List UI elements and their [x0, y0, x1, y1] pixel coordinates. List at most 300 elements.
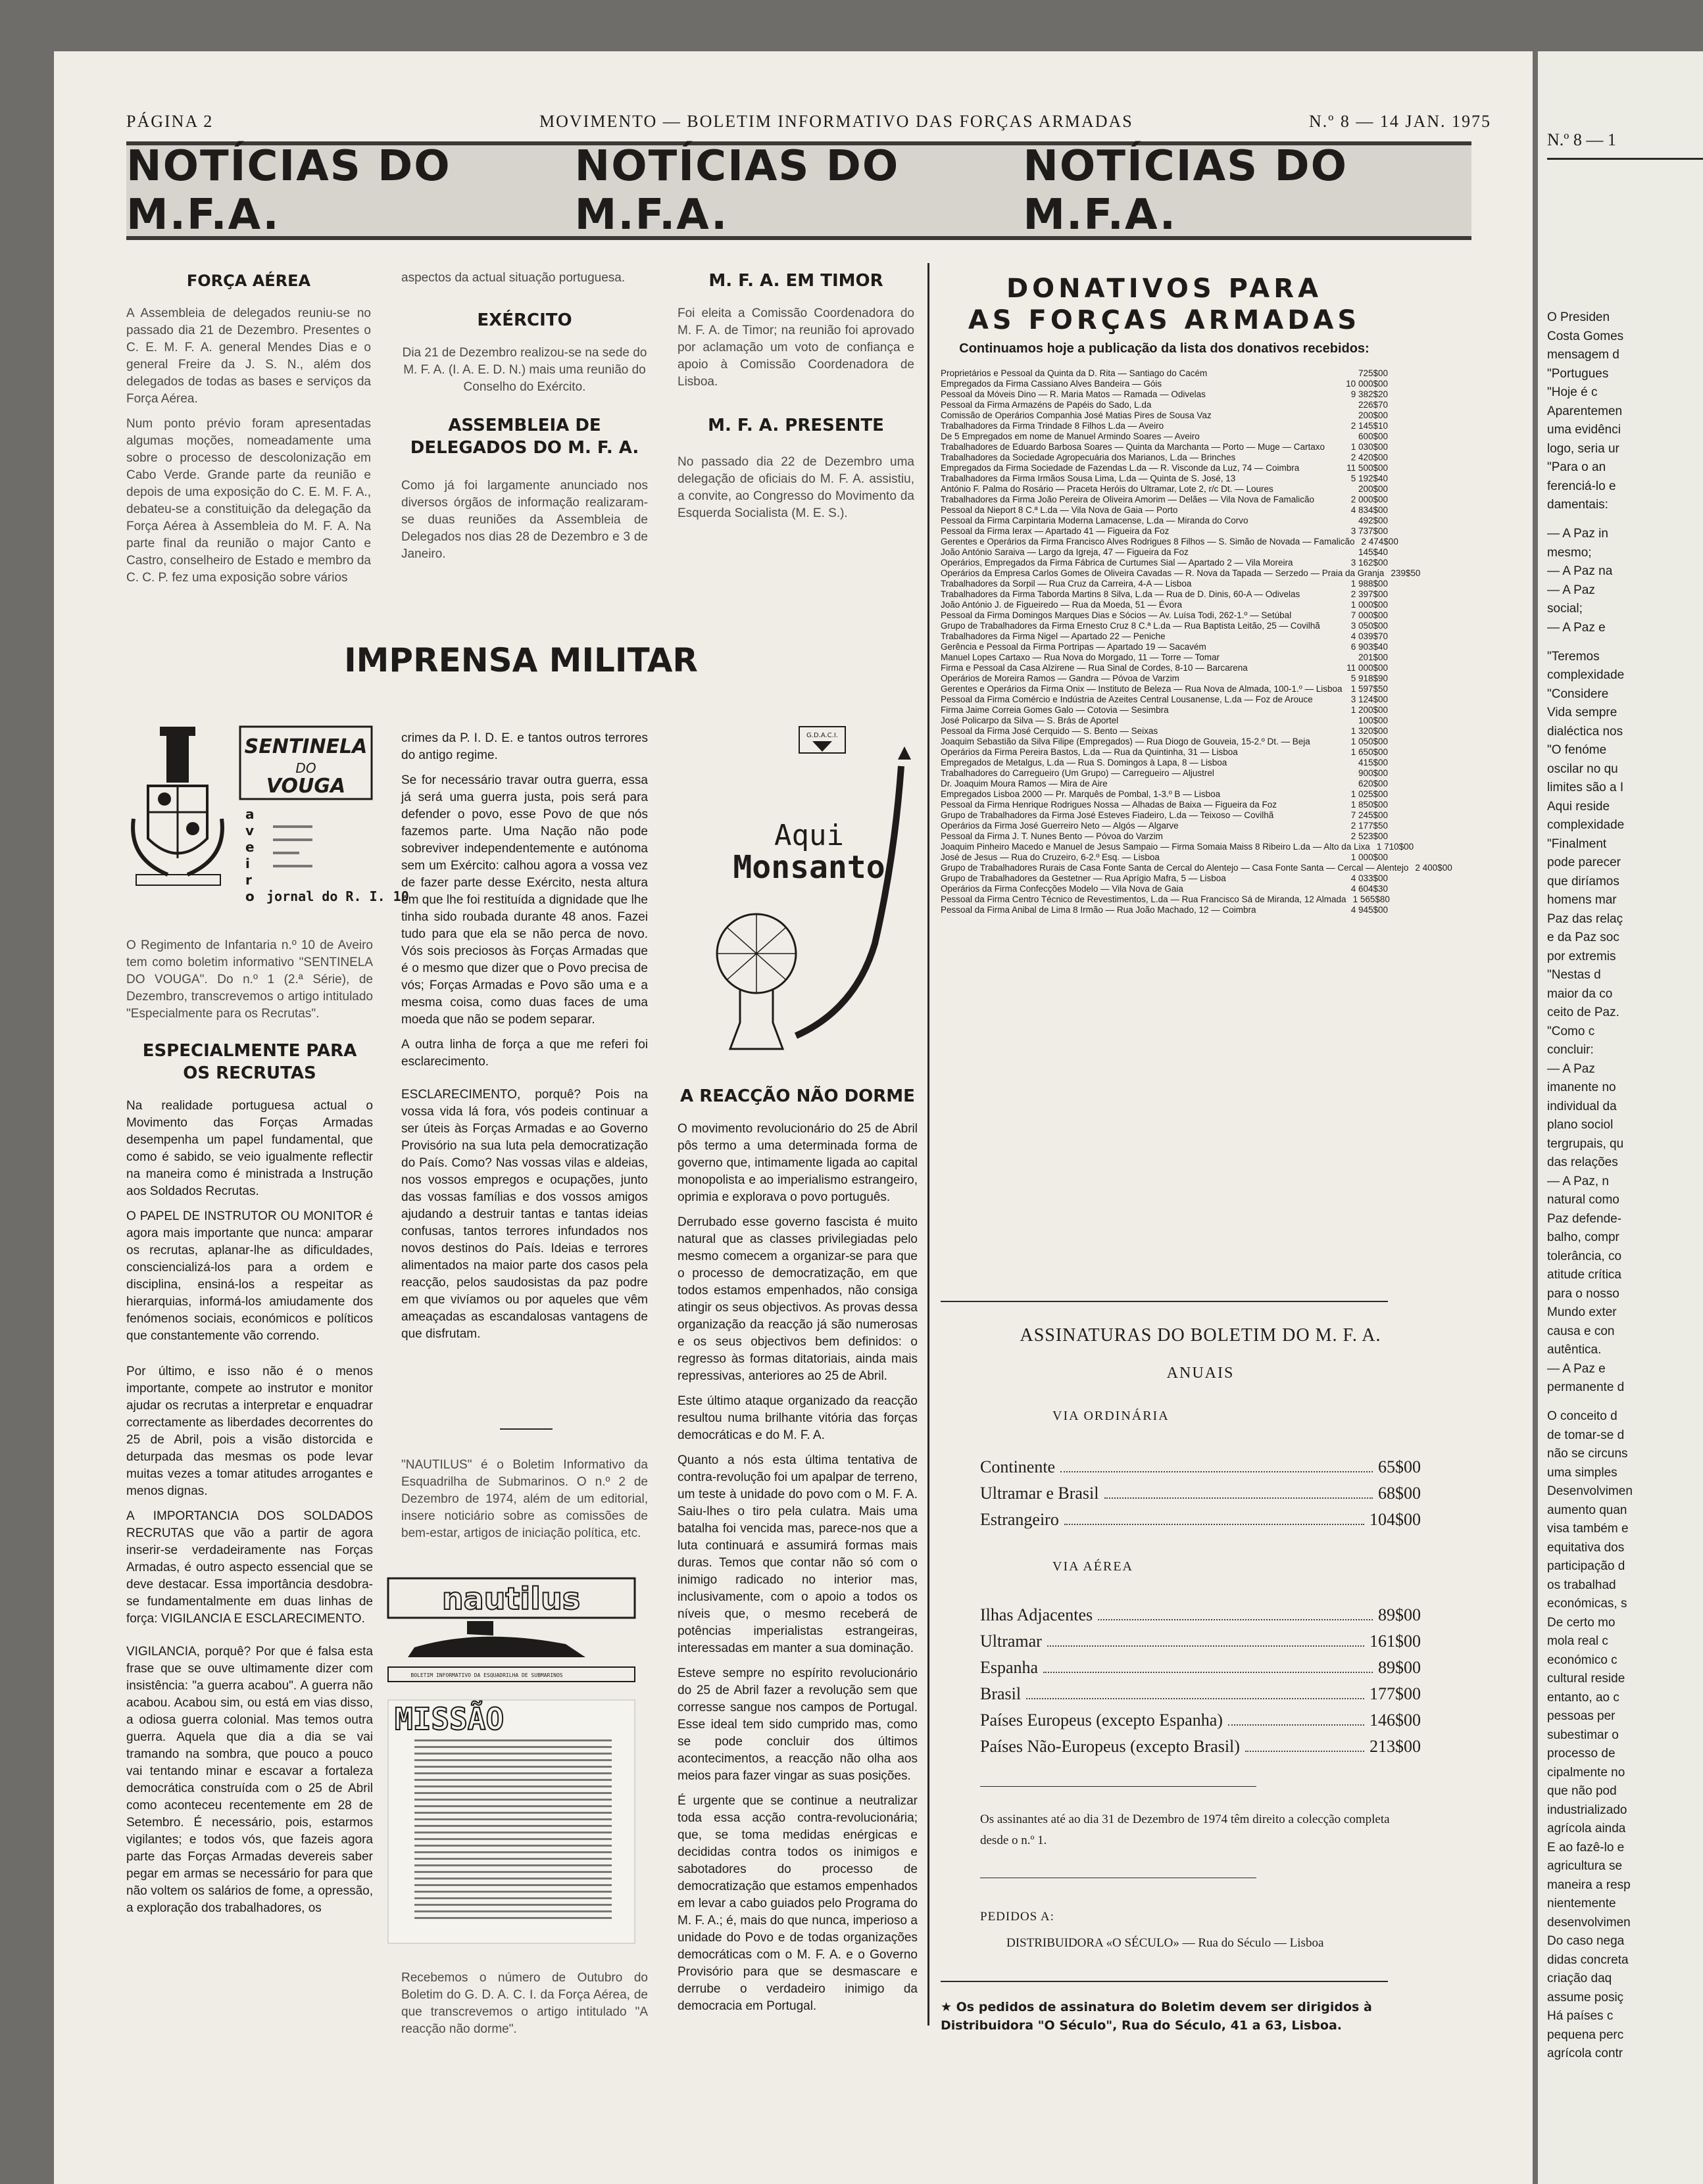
donor-name: Operários da Firma Confecções Modelo — Vila Nova de Gaia	[941, 884, 1183, 894]
next-page-line: mola real c	[1547, 1634, 1608, 1648]
reaccao-article	[678, 1085, 918, 2023]
next-page-line: imanente no	[1547, 1080, 1616, 1094]
next-page-line: Mundo exter	[1547, 1305, 1617, 1319]
next-page-line: "Nestas d	[1547, 968, 1601, 982]
donation-amount: 4 033$00	[1350, 873, 1388, 883]
donation-amount: 3 050$00	[1350, 621, 1388, 631]
donation-row	[941, 421, 1388, 431]
dot-leader	[1060, 1454, 1373, 1472]
donation-row	[941, 673, 1388, 684]
next-page-line: ferenciá-lo e	[1547, 479, 1616, 493]
rate-price: 65$00	[1378, 1457, 1421, 1476]
donor-name: Firma Jaime Correia Gomes Galo — Cotovia — Sesimbra	[941, 705, 1169, 715]
donation-row	[941, 558, 1388, 568]
donation-amount: 1 025$00	[1350, 789, 1388, 799]
exercito-article	[401, 270, 648, 571]
donation-amount: 620$00	[1358, 779, 1388, 789]
svg-text:nautilus: nautilus	[441, 1581, 581, 1616]
donor-name: Operários da Firma José Guerreiro Neto — Algós — Algarve	[941, 821, 1179, 831]
next-page-line: Do caso nega	[1547, 1934, 1625, 1948]
separator	[500, 1428, 553, 1430]
next-page-line: damentais:	[1547, 498, 1608, 512]
donation-amount: 1 000$00	[1350, 600, 1388, 610]
donation-amount: 415$00	[1358, 758, 1388, 767]
rate-row	[980, 1602, 1421, 1628]
next-page-line: "Considere	[1547, 687, 1609, 701]
next-page-line: os trabalhad	[1547, 1578, 1616, 1592]
donativos-title-2: AS FORÇAS ARMADAS	[968, 305, 1361, 335]
next-page-line: processo de	[1547, 1747, 1616, 1760]
dot-leader	[1043, 1655, 1373, 1673]
imprensa-militar-heading: IMPRENSA MILITAR	[344, 641, 698, 679]
via-ordinaria-label: VIA ORDINÁRIA	[1052, 1409, 1170, 1423]
donation-row	[941, 389, 1388, 400]
recrutas-text: ESCLARECIMENTO, porquê? Pois na vossa vida lá fora, vós podeis continuar a ser úteis às Forças Armadas e ao Governo Provisório na sua luta pela democratização do País. Como? Nas vossas vilas e aldeias, nos vossos empregos e ocupações, junto das vossas famílias e dos vossos amigos ajudando a destruir tantas e tantas ideias confusas, tantos terrores infundados nos novos destinos do País. Ideias e terrores alimentados na maior parte dos casos pela reacção, pelos saudosistas da paz podre em que vivíamos ou por aqueles que vêm ameaçadas as escandalosas vantagens de que disfrutam.	[401, 1088, 648, 1341]
assembleia-heading: ASSEMBLEIA DE DELEGADOS DO M. F. A.	[410, 416, 639, 458]
donor-name: Grupo de Trabalhadores da Firma Ernesto Cruz 8 C.ª L.da — Rua Baptista Leitão, 25 — Covilhã	[941, 621, 1320, 631]
anuais-label: ANUAIS	[1166, 1365, 1235, 1382]
next-page-line: E ao fazê-lo e	[1547, 1840, 1625, 1855]
donation-amount: 5 192$40	[1350, 473, 1388, 483]
donor-name: Trabalhadores de Eduardo Barbosa Soares — Quinta da Marchanta — Porto — Muge — Cartaxo	[941, 442, 1325, 452]
next-page-line: ceito de Paz.	[1547, 1006, 1619, 1019]
next-page-line: concluir:	[1547, 1043, 1594, 1057]
next-page-line: Costa Gomes	[1547, 329, 1624, 343]
next-page-line: industrializado	[1547, 1803, 1627, 1817]
donation-row	[941, 694, 1388, 705]
next-page-line: limites são a I	[1547, 781, 1624, 794]
rate-row	[980, 1480, 1421, 1507]
svg-text:MISSÃO: MISSÃO	[395, 1701, 505, 1737]
donor-name: João António J. de Figueiredo — Rua da Moeda, 51 — Évora	[941, 600, 1182, 610]
donor-name: Trabalhadores da Firma Irmãos Sousa Lima, L.da — Quinta de S. José, 13	[941, 473, 1236, 483]
donor-name: Grupo de Trabalhadores da Gestetner — Rua Aprígio Mafra, 5 — Lisboa	[941, 873, 1226, 883]
svg-text:v: v	[245, 823, 255, 838]
svg-text:SENTINELA: SENTINELA	[244, 735, 368, 758]
next-page-line: pequena perc	[1547, 2027, 1624, 2042]
running-head	[72, 112, 1492, 135]
donation-row	[941, 547, 1388, 558]
donor-name: Grupo de Trabalhadores Rurais de Casa Fonte Santa de Cercal do Alentejo — Casa Fonte Santa — Cercal — Alentejo	[941, 863, 1409, 873]
reaccao-text: O movimento revolucionário do 25 de Abril pôs termo a uma determinada forma de governo que, intimamente ligada ao capital monopolista e ao imperialismo estrangeiro, oprimia e explorava o povo português.	[678, 1122, 918, 1204]
presente-text: No passado dia 22 de Dezembro uma delegação de oficiais do M. F. A. assistiu, a convite, ao Congresso do Movimento da Esquerda Socialista (M. E. S.).	[678, 455, 914, 520]
recrutas-text: O PAPEL DE INSTRUTOR OU MONITOR é agora mais importante que nunca: amparar os recrutas, aplanar-lhe as dificuldades, consciencializá-los para a ordem e disciplina, ensiná-los a respeitar as hierarquias, informá-los amiudamente dos fenómenos sociais, económicos e políticos que constantemente vão correndo.	[126, 1209, 373, 1343]
donation-row	[941, 800, 1388, 810]
donor-name: Joaquim Pinheiro Macedo e Manuel de Jesus Sampaio — Firma Somaia Maiss 8 Ribeiro L.da — Alto da Lixa	[941, 842, 1370, 852]
donation-amount: 2 145$10	[1350, 421, 1388, 431]
donation-amount: 2 474$00	[1361, 537, 1398, 546]
rate-price: 161$00	[1370, 1632, 1421, 1651]
donation-row	[941, 747, 1388, 758]
next-page-line: maneira a resp	[1547, 1878, 1631, 1892]
donation-amount: 4 039$70	[1350, 631, 1388, 641]
next-page-line: económico c	[1547, 1653, 1617, 1667]
next-page-line: que não pod	[1547, 1784, 1617, 1798]
next-page-line: tergrupais, qu	[1547, 1136, 1624, 1151]
rate-destination: Estrangeiro	[980, 1510, 1059, 1529]
next-page-line: Desenvolvimen	[1547, 1484, 1633, 1498]
donation-amount: 1 710$00	[1376, 842, 1414, 852]
rate-destination: Ilhas Adjacentes	[980, 1605, 1093, 1624]
donor-name: Joaquim Sebastião da Silva Filipe (Empregados) — Rua Diogo de Gouveia, 15-2.º Dt. — Beja	[941, 737, 1310, 746]
dot-leader	[1245, 1734, 1364, 1752]
donation-row	[941, 810, 1388, 821]
divider	[941, 1981, 1388, 1982]
next-page-line: agricultura se	[1547, 1859, 1623, 1873]
svg-text:jornal do R. I. 10: jornal do R. I. 10	[266, 888, 409, 904]
donation-amount: 2 420$00	[1350, 452, 1388, 462]
timor-article	[678, 270, 914, 530]
assinaturas-section	[941, 1325, 1421, 2035]
donation-amount: 1 200$00	[1350, 705, 1388, 715]
donation-amount: 7 000$00	[1350, 610, 1388, 620]
recrutas-text: VIGILANCIA, porquê? Por que é falsa esta frase que se ouve ultimamente dizer com insistência: "a guerra acabou". A guerra não acabou. Acabou sim, ou está em vias disso, a odiosa guerra colonial. Mas temos outra guerra. Aquela que dia a dia se vai tramando na sombra, que pouco a pouco vai tentando minar e escavar a fortaleza democrática construída com o 25 de Abril como aconteceu recentemente em 28 de Setembro. É necessário, pois, estarmos vigilantes; e todos vós, que fazeis agora parte das Forças Armadas devereis saber pegar em armas se necessário for para que não voltem os salários de fome, a opressão, a exploração dos trabalhadores, os	[126, 1645, 373, 1915]
donation-row	[941, 589, 1388, 600]
donation-row	[941, 631, 1388, 642]
donor-name: Comissão de Operários Companhia José Matias Pires de Sousa Vaz	[941, 410, 1212, 420]
donor-name: Trabalhadores do Carregueiro (Um Grupo) — Carregueiro — Aljustrel	[941, 768, 1214, 778]
divider	[980, 1786, 1256, 1787]
donation-amount: 1 597$50	[1350, 684, 1388, 694]
donation-row	[941, 431, 1388, 442]
missao-article	[401, 1970, 648, 2046]
nautilus-article	[401, 1457, 648, 1550]
donation-row	[941, 463, 1388, 473]
donation-amount: 11 500$00	[1346, 463, 1388, 473]
donation-row	[941, 642, 1388, 652]
missao-text: Recebemos o número de Outubro do Boletim do G. D. A. C. I. da Força Aérea, de que transcrevemos o artigo intitulado "A reacção não dorme".	[401, 1971, 648, 2036]
donor-name: Gerentes e Operários da Firma Francisco Alves Rodrigues 8 Filhos — S. Simão de Novada — Famalicão	[941, 537, 1355, 546]
donor-name: Pessoal da Firma Anibal de Lima 8 Irmão — Rua João Machado, 12 — Coimbra	[941, 905, 1256, 915]
donor-name: Gerentes e Operários da Firma Onix — Instituto de Beleza — Rua Nova de Almada, 100-1.º — Lisboa	[941, 684, 1343, 694]
donation-amount: 2 177$50	[1350, 821, 1388, 831]
next-page-line: dialéctica nos	[1547, 724, 1623, 739]
donation-row	[941, 684, 1388, 694]
next-page-line: tolerância, co	[1547, 1249, 1622, 1263]
next-page-line: natural como	[1547, 1193, 1619, 1207]
donor-name: Operários da Firma Pereira Bastos, L.da — Rua da Quintinha, 31 — Lisboa	[941, 747, 1238, 757]
next-page-line: "O fenóme	[1547, 743, 1607, 757]
donation-amount: 900$00	[1358, 768, 1388, 778]
rate-destination: Continente	[980, 1457, 1056, 1476]
sentinela-logo	[128, 727, 409, 917]
donor-name: João António Saraiva — Largo da Igreja, 47 — Figueira da Foz	[941, 547, 1189, 557]
rate-price: 104$00	[1370, 1510, 1421, 1529]
next-page-line: uma simples	[1547, 1465, 1617, 1480]
exercito-continuation: aspectos da actual situação portuguesa.	[401, 271, 626, 285]
donation-row	[941, 831, 1388, 842]
donation-amount: 145$40	[1358, 547, 1388, 557]
next-page-line: uma evidênci	[1547, 423, 1621, 437]
next-page-line: — A Paz e	[1547, 1361, 1606, 1376]
reaccao-text: Este último ataque organizado da reacção resultou numa brilhante vitória das forças democráticas e do M. F. A.	[678, 1394, 918, 1442]
dot-leader	[1026, 1681, 1364, 1699]
exercito-heading: EXÉRCITO	[477, 310, 572, 330]
donor-name: Trabalhadores da Firma Taborda Martins 8 Silva, L.da — Rua de D. Dinis, 60-A — Odivelas	[941, 589, 1300, 599]
donation-amount: 2 400$00	[1415, 863, 1452, 873]
next-page-line: mesmo;	[1547, 545, 1592, 560]
sentinela-article	[126, 937, 373, 1925]
recrutas-text: A outra linha de força a que me referi foi esclarecimento.	[401, 1038, 648, 1069]
next-page-line: Há países c	[1547, 2009, 1614, 2023]
next-page-line: "Para o an	[1547, 460, 1606, 474]
banner-title: NOTÍCIAS DO M.F.A.	[126, 142, 451, 239]
forca-aerea-article	[126, 270, 371, 595]
ordinaria-rates	[980, 1454, 1421, 1533]
next-page-line: por extremis	[1547, 949, 1616, 963]
rate-destination: Brasil	[980, 1684, 1022, 1703]
donation-row	[941, 579, 1388, 589]
next-page-line: agrícola ainda	[1547, 1822, 1626, 1835]
donation-amount: 100$00	[1358, 716, 1388, 725]
donation-amount: 6 903$40	[1350, 642, 1388, 652]
missao-clipping	[368, 1700, 658, 1943]
next-page-line: O Presiden	[1547, 310, 1610, 324]
donor-name: Pessoal da Firma Comércio e Indústria de Azeites Central Lousanense, L.da — Foz de Arouce	[941, 694, 1313, 704]
donation-amount: 2 000$00	[1350, 495, 1388, 504]
monsanto-illustration	[678, 727, 921, 1056]
forca-aerea-text: Num ponto prévio foram apresentadas algumas moções, nomeadamente uma sobre o processo de descolonização em Cabo Verde. Grande parte da reunião e depois de uma exposição do C. E. M. F. A., debateu-se a constituição da delegação da Força Aérea à Assembleia do M. F. A. Na parte final da reunião o major Canto e Castro, conselheiro de Estado e membro da C. C. P. fez uma exposição sobre vários	[126, 417, 371, 585]
donation-row	[941, 789, 1388, 800]
donation-amount: 226$70	[1358, 400, 1388, 410]
next-page-line: — A Paz	[1547, 583, 1595, 597]
donor-name: Pessoal da Firma Armazéns de Papéis do Sado, L.da	[941, 400, 1152, 410]
next-page-line: oscilar no qu	[1547, 762, 1618, 776]
next-page-line: Aparentemen	[1547, 404, 1623, 418]
recrutas-text: Se for necessário travar outra guerra, essa já será uma guerra justa, pois será para defender o povo, esse Povo de que nós fazemos parte. Uma Nação não pode sobreviver independentemente e autónoma sem um Exército: calhou agora a vossa vez de fazer parte desse Exército, nesta altura em que lhe foi restituída a dignidade que lhe tinha sido roubada durante 48 anos. Fazei tudo para que ela se não perca de novo. Vós sois preciosos às Forças Armadas que é o mesmo que dizer que o Povo precisa de vós; Forças Armadas e Povo são uma e a mesma coisa, como duas faces de uma moeda que não se podem separar.	[401, 773, 648, 1027]
donation-row	[941, 400, 1388, 410]
next-page-line: pessoas per	[1547, 1709, 1616, 1723]
nautilus-masthead	[368, 1575, 658, 1687]
next-page-line: individual da	[1547, 1099, 1617, 1113]
page-number: PÁGINA 2	[126, 112, 214, 131]
banner-title-repeat: NOTÍCIAS DO M.F.A.	[574, 142, 900, 239]
donation-amount: 7 245$00	[1350, 810, 1388, 820]
next-page-line: causa e con	[1547, 1324, 1615, 1338]
next-page-line: agrícola contr	[1547, 2047, 1623, 2060]
next-page-line: mensagem d	[1547, 348, 1619, 362]
next-page-line: permanente d	[1547, 1380, 1625, 1394]
donation-row	[941, 495, 1388, 505]
donor-name: Operários, Empregados da Firma Fábrica de Curtumes Sial — Apartado 2 — Vila Moreira	[941, 558, 1293, 568]
rate-row	[980, 1734, 1421, 1760]
snake-shape	[796, 766, 901, 1036]
next-page-line: complexidade	[1547, 818, 1625, 832]
donation-row	[941, 716, 1388, 726]
dot-leader	[1047, 1628, 1364, 1647]
nautilus-text: "NAUTILUS" é o Boletim Informativo da Esquadrilha de Submarinos. O n.º 2 de Dezembro de 1974, além de um editorial, insere noticiário sobre as comissões de bem-estar, artigos de iniciação política, etc.	[401, 1458, 648, 1540]
svg-text:i: i	[245, 856, 250, 871]
assembleia-text: Como já foi largamente anunciado nos diversos órgãos de informação realizaram-se duas reuniões da Assembleia de Delegados nos dias 28 de Dezembro e 3 de Janeiro.	[401, 479, 648, 561]
next-page-line: aumento quan	[1547, 1503, 1627, 1517]
svg-text:r: r	[245, 872, 252, 888]
issue-date: N.º 8 — 14 JAN. 1975	[1309, 112, 1492, 131]
donativos-section	[941, 273, 1452, 915]
donation-row	[941, 705, 1388, 716]
forca-aerea-text: A Assembleia de delegados reuniu-se no passado dia 21 de Dezembro. Presentes o C. E. M. F. A. general Mendes Dias e o general Freire da J. S. N., além dos delegados de todas as bases e serviços da Força Aérea.	[126, 306, 371, 406]
donation-row	[941, 894, 1388, 905]
donation-row	[941, 663, 1388, 673]
donation-row	[941, 505, 1388, 516]
donor-name: Grupo de Trabalhadores da Firma José Esteves Fiadeiro, L.da — Teixoso — Covilhã	[941, 810, 1274, 820]
donation-row	[941, 473, 1388, 484]
donor-name: De 5 Empregados em nome de Manuel Armindo Soares — Aveiro	[941, 431, 1200, 441]
rate-row	[980, 1707, 1421, 1734]
donation-amount: 2 397$00	[1350, 589, 1388, 599]
donor-name: Pessoal da Firma Henrique Rodrigues Nossa — Alhadas de Baixa — Figueira da Foz	[941, 800, 1277, 810]
donation-amount: 200$00	[1358, 484, 1388, 494]
rate-price: 68$00	[1378, 1484, 1421, 1503]
recrutas-text: Por último, e isso não é o menos importante, compete ao instrutor e monitor ajudar os recrutas a interpretar e enquadrar correctamente as liberdades decorrentes do 25 de Abril, pois a visão distorcida e deturpada das mesmas os pode levar muitas vezes a tomar atitudes arrogantes e menos dignas.	[126, 1365, 373, 1498]
next-page-line: nientemente	[1547, 1897, 1616, 1910]
donation-amount: 725$00	[1358, 368, 1388, 378]
assinaturas-title: ASSINATURAS DO BOLETIM DO M. F. A.	[1020, 1325, 1381, 1346]
donor-name: Pessoal da Firma Centro Técnico de Revestimentos, L.da — Rua Francisco Sá de Miranda, 12 Almada	[941, 894, 1346, 904]
donation-amount: 4 834$00	[1350, 505, 1388, 515]
donation-row	[941, 779, 1388, 789]
donor-name: Gerência e Pessoal da Firma Portripas — Apartado 19 — Sacavém	[941, 642, 1206, 652]
donation-row	[941, 726, 1388, 737]
svg-text:a: a	[245, 806, 255, 822]
next-page-line: desenvolvimen	[1547, 1915, 1631, 1929]
donation-row	[941, 884, 1388, 894]
forca-aerea-heading: FORÇA AÉREA	[186, 272, 311, 290]
donation-amount: 1 850$00	[1350, 800, 1388, 810]
recrutas-text: Na realidade portuguesa actual o Movimento das Forças Armadas desempenha um papel fundamental, que como é sabido, se veio igualmente reflectir na maneira como é ministrada a Instrução aos Soldados Recrutas.	[126, 1099, 373, 1198]
rate-price: 177$00	[1370, 1684, 1421, 1703]
next-page-line: — A Paz in	[1547, 527, 1608, 541]
rate-row	[980, 1681, 1421, 1707]
next-page-line: participação d	[1547, 1559, 1625, 1573]
next-page-line: didas concreta	[1547, 1953, 1629, 1967]
donation-row	[941, 568, 1421, 579]
donor-name: António F. Palma do Rosário — Praceta Heróis do Ultramar, Lote 2, r/c Dt. — Loures	[941, 484, 1273, 494]
next-page-line: entanto, ao c	[1547, 1690, 1619, 1705]
svg-text:Aqui: Aqui	[774, 819, 844, 852]
donation-amount: 3 124$00	[1350, 694, 1388, 704]
news-banner	[126, 141, 1471, 240]
donor-name: Proprietários e Pessoal da Quinta da D. Rita — Santiago do Cacém	[941, 368, 1208, 378]
next-page-line: De certo mo	[1547, 1615, 1616, 1630]
next-page-line: subestimar o	[1547, 1728, 1619, 1742]
next-page-line: "Portugues	[1547, 366, 1609, 381]
rate-row	[980, 1454, 1421, 1480]
donor-name: Operários da Empresa Carlos Gomes de Oliveira Cavadas — R. Nova da Tapada — Serzedo — Praia da Granja	[941, 568, 1385, 578]
aerea-rates	[980, 1602, 1421, 1760]
donation-amount: 10 000$00	[1346, 379, 1388, 389]
next-page-line: económicas, s	[1547, 1597, 1627, 1611]
next-page-line: pode parecer	[1547, 856, 1621, 869]
donor-name: Dr. Joaquim Moura Ramos — Mira de Aire	[941, 779, 1108, 789]
donation-amount: 1 000$00	[1350, 852, 1388, 862]
donor-name: Trabalhadores da Sociedade Agropecuária dos Marianos, L.da — Brinches	[941, 452, 1236, 462]
donation-row	[941, 368, 1388, 379]
rate-price: 146$00	[1370, 1711, 1421, 1730]
rate-row	[980, 1507, 1421, 1533]
donation-amount: 492$00	[1358, 516, 1388, 525]
next-page-line: Paz defende-	[1547, 1211, 1622, 1226]
donativos-subtitle: Continuamos hoje a publicação da lista dos donativos recebidos:	[959, 341, 1370, 356]
dot-leader	[1064, 1507, 1364, 1525]
donation-row	[941, 873, 1388, 884]
reaccao-text: Esteve sempre no espírito revolucionário do 25 de Abril fazer a revolução sem que corresse sangue nos campos de Portugal. Esse ideal tem sido cumprido mas, como se pode concluir dos últimos acontecimentos, a reacção não olha aos meios para fazer vingar as suas posições.	[678, 1666, 918, 1783]
donation-amount: 239$50	[1391, 568, 1421, 578]
next-page-line: Aqui reside	[1547, 799, 1610, 813]
donation-row	[941, 821, 1388, 831]
donor-name: José de Jesus — Rua do Cruzeiro, 6-2.º Esq. — Lisboa	[941, 852, 1160, 862]
reaccao-heading: A REACÇÃO NÃO DORME	[680, 1086, 915, 1106]
svg-text:DO: DO	[295, 760, 316, 776]
donation-row	[941, 526, 1388, 537]
rate-destination: Ultramar	[980, 1632, 1042, 1651]
rate-row	[980, 1655, 1421, 1681]
svg-text:Monsanto: Monsanto	[733, 849, 885, 886]
svg-text:e: e	[245, 839, 255, 855]
rate-destination: Ultramar e Brasil	[980, 1484, 1099, 1503]
donativos-title-1: DONATIVOS PARA	[1006, 274, 1323, 304]
dot-leader	[1098, 1602, 1373, 1620]
donor-name: Empregados da Firma Cassiano Alves Bandeira — Góis	[941, 379, 1162, 389]
recrutas-continuation	[401, 730, 648, 1351]
donor-name: Empregados Lisboa 2000 — Pr. Marquês de Pombal, 1-3.º B — Lisboa	[941, 789, 1221, 799]
next-page-line: homens mar	[1547, 893, 1617, 907]
donor-name: Firma e Pessoal da Casa Alzirene — Rua Sinal de Cordes, 8-10 — Barcarena	[941, 663, 1248, 673]
next-page-line: — A Paz, n	[1547, 1174, 1609, 1188]
next-page-line: — A Paz	[1547, 1061, 1595, 1076]
donation-amount: 1 988$00	[1350, 579, 1388, 589]
next-page-line: cultural reside	[1547, 1672, 1625, 1686]
banner-title-repeat: NOTÍCIAS DO M.F.A.	[1023, 142, 1348, 239]
donation-amount: 600$00	[1358, 431, 1388, 441]
svg-text:BOLETIM INFORMATIVO DA ESQUADR: BOLETIM INFORMATIVO DA ESQUADRILHA DE SUBMARINOS	[410, 1672, 563, 1678]
donation-row	[941, 852, 1388, 863]
tower-shape	[166, 730, 189, 783]
donation-amount: 3 162$00	[1350, 558, 1388, 568]
next-page-line: — A Paz na	[1547, 564, 1613, 578]
donation-row	[941, 452, 1388, 463]
assinaturas-note: Os assinantes até ao dia 31 de Dezembro de 1974 têm direito a colecção completa desde o n.º 1.	[980, 1812, 1390, 1847]
donation-row	[941, 621, 1388, 631]
next-page-line: de tomar-se d	[1547, 1428, 1625, 1442]
next-page-line: social;	[1547, 602, 1583, 616]
donation-amount: 11 000$00	[1346, 663, 1388, 673]
donation-row	[941, 484, 1388, 495]
dot-leader	[1104, 1480, 1373, 1499]
donation-amount: 5 918$90	[1350, 673, 1388, 683]
donation-row	[941, 379, 1388, 389]
donation-row	[941, 610, 1388, 621]
reaccao-text: Derrubado esse governo fascista é muito natural que as classes privilegiadas pelo mesmo comecem a organizar-se para que o processo de democratização, em que todos estamos empenhados, não consiga atingir os seus objectivos. As provas dessa organização da reacção já são numerosas e os seus objectivos bem definidos: o regresso às formas ditatoriais, ainda mais repressivas, anteriores ao 25 de Abril.	[678, 1215, 918, 1383]
next-page-rule	[1547, 158, 1703, 160]
donor-name: Pessoal da Firma José Cerquido — S. Bento — Seixas	[941, 726, 1158, 736]
donor-name: Pessoal da Firma J. T. Nunes Bento — Póvoa do Varzim	[941, 831, 1163, 841]
section-divider	[941, 1301, 1388, 1302]
donor-name: Pessoal da Nieport 8 C.ª L.da — Vila Nova de Gaia — Porto	[941, 505, 1178, 515]
next-page-line: para o nosso	[1547, 1286, 1619, 1301]
rate-destination: Espanha	[980, 1658, 1039, 1677]
donation-amount: 1 650$00	[1350, 747, 1388, 757]
timor-text: Foi eleita a Comissão Coordenadora do M. F. A. de Timor; na reunião foi aprovado por aclamação um voto de confiança e apoio à Comissão Coordenadora de Lisboa.	[678, 306, 914, 389]
donation-amount: 9 382$20	[1350, 389, 1388, 399]
next-page-line: complexidade	[1547, 668, 1625, 682]
donor-name: Pessoal da Firma Carpintaria Moderna Lamacense, L.da — Miranda do Corvo	[941, 516, 1248, 525]
next-page-line: "Finalment	[1547, 837, 1607, 851]
exercito-text: Dia 21 de Dezembro realizou-se na sede do M. F. A. (I. A. E. D. N.) mais uma reunião do Conselho do Exército.	[402, 346, 647, 394]
pedidos-label: PEDIDOS A:	[980, 1910, 1054, 1924]
donor-name: Pessoal da Móveis Dino — R. Maria Matos — Ramada — Odivelas	[941, 389, 1206, 399]
donation-row	[941, 600, 1388, 610]
rate-destination: Países Europeus (excepto Espanha)	[980, 1711, 1223, 1730]
